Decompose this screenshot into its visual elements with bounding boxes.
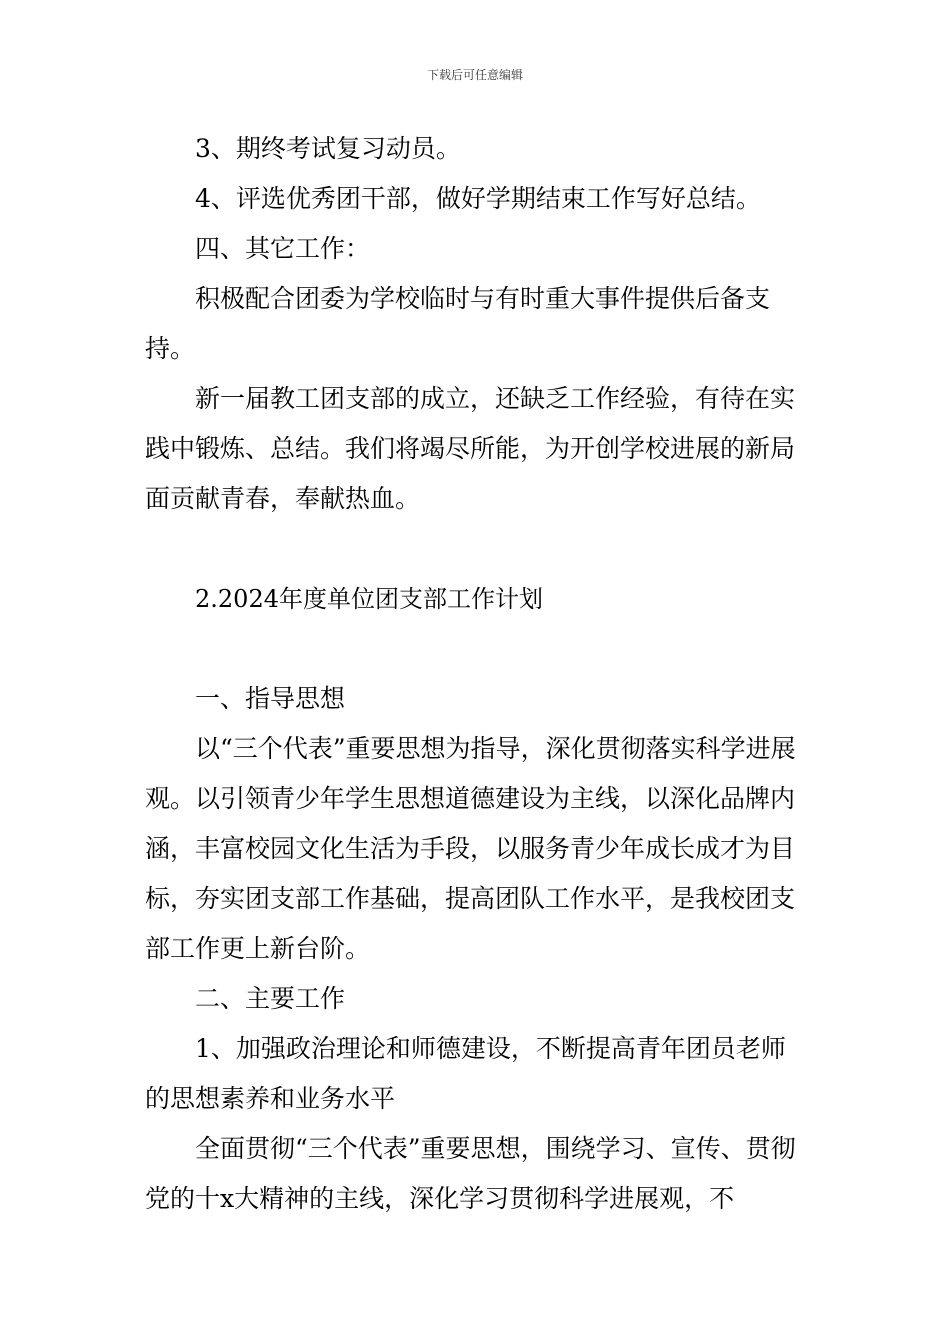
- page-header: 下载后可任意编辑: [426, 68, 523, 82]
- document-body: [145, 124, 810, 1224]
- heading-main-work: 二、主要工作: [195, 984, 346, 1013]
- heading-other-work: 四、其它工作：: [195, 234, 371, 263]
- paragraph-guiding-ideology: 以“三个代表”重要思想为指导，深化贯彻落实科学进展观。以引领青少年学生思想道德建设为主线，以深化品牌内涵，丰富校园文化生活为手段，以服务青少年成长成才为目标，夯实团支部工作基础，提高团队工作水平，是我校团支部工作更上新台阶。: [145, 734, 796, 963]
- paragraph-select-cadres: 4、评选优秀团干部，做好学期结束工作写好总结。: [195, 184, 761, 213]
- section-title: 2.2024年度单位团支部工作计划: [195, 585, 543, 613]
- paragraph-political-theory: 1、加强政治理论和师德建设，不断提高青年团员老师的思想素养和业务水平: [145, 1034, 786, 1113]
- paragraph-new-branch: 新一届教工团支部的成立，还缺乏工作经验，有待在实践中锻炼、总结。我们将竭尽所能，为开创学校进展的新局面贡献青春，奉献热血。: [145, 384, 796, 513]
- heading-guiding-ideology: 一、指导思想: [195, 684, 346, 713]
- paragraph-implement: 全面贯彻“三个代表”重要思想，围绕学习、宣传、贯彻党的十x大精神的主线，深化学习贯彻科学进展观，不: [145, 1134, 796, 1213]
- paragraph-support: 积极配合团委为学校临时与有时重大事件提供后备支持。: [145, 284, 771, 363]
- paragraph-exam-review: 3、期终考试复习动员。: [195, 134, 461, 163]
